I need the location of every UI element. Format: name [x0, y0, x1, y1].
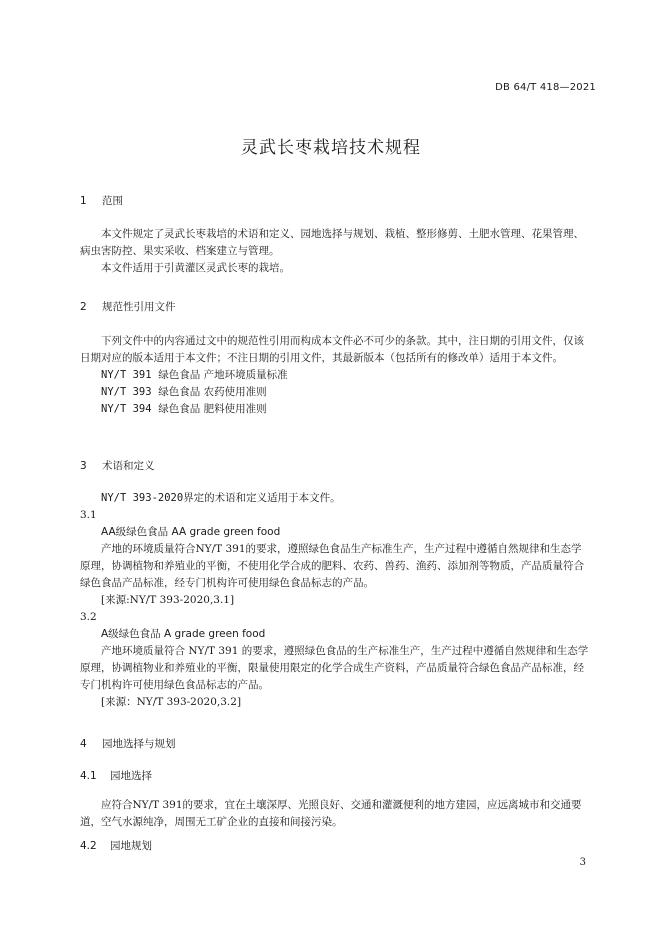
standard-number: DB 64/T 418—2021 [495, 82, 596, 93]
section-2-body [80, 333, 592, 418]
section-1-body [80, 226, 592, 277]
subsection-number: 4.2 [80, 840, 97, 852]
subsection-title: 园地选择 [110, 770, 152, 782]
section-title: 范围 [102, 195, 123, 207]
term-number: 3.1 [80, 509, 97, 521]
subsection-4-2-heading [80, 838, 152, 853]
term-number: 3.2 [80, 611, 97, 623]
paragraph: 应符合NY/T 391的要求，宜在土壤深厚、光照良好、交通和灌溉便利的地方建园，应远离城市和交通要道，空气水源纯净，周围无工矿企业的直接和间接污染。 [80, 799, 582, 828]
reference-name: 绿色食品 产地环境质量标准 [158, 369, 288, 381]
paragraph: 本文件适用于引黄灌区灵武长枣的栽培。 [101, 262, 290, 274]
paragraph: 本文件规定了灵武长枣栽培的术语和定义、园地选择与规划、栽植、整形修剪、土肥水管理、花果管理、病虫害防控、果实采收、档案建立与管理。 [80, 228, 584, 257]
section-4-heading [80, 736, 176, 751]
reference-item [80, 367, 592, 384]
section-number: 2 [80, 301, 87, 313]
section-3-heading [80, 458, 155, 473]
reference-code: NY/T 394 [101, 403, 152, 415]
section-number: 4 [80, 738, 87, 750]
section-1-heading [80, 193, 123, 208]
paragraph: NY/T 393-2020界定的术语和定义适用于本文件。 [101, 492, 341, 504]
subsection-4-1-body [80, 797, 592, 831]
reference-item [80, 384, 592, 401]
subsection-title: 园地规划 [110, 840, 152, 852]
section-number: 1 [80, 195, 87, 207]
paragraph: 下列文件中的内容通过文中的规范性引用而构成本文件必不可少的条款。其中，注日期的引用文件，仅该日期对应的版本适用于本文件；不注日期的引用文件，其最新版本（包括所有的修改单）适用于本文件。 [80, 335, 584, 364]
section-title: 规范性引用文件 [102, 301, 176, 313]
term-title: AA级绿色食品 AA grade green food [101, 526, 281, 538]
term-source: [来源:NY/T 393-2020,3.1] [101, 594, 235, 606]
subsection-number: 4.1 [80, 770, 97, 782]
section-2-heading [80, 299, 176, 314]
term-definition: 产地环境质量符合 NY/T 391 的要求，遵照绿色食品的生产标准生产，生产过程中遵循自然规律和生态学原理，协调植物业和养殖业的平衡，限量使用限定的化学合成生产资料，产品质量符合绿色食品产品标准，经专门机构许可使用绿色食品标志的产品。 [80, 645, 589, 691]
page-number: 3 [579, 857, 586, 868]
reference-code: NY/T 393 [101, 386, 152, 398]
reference-name: 绿色食品 肥料使用准则 [158, 403, 267, 415]
section-title: 园地选择与规划 [102, 738, 176, 750]
section-number: 3 [80, 460, 87, 472]
term-source: [来源：NY/T 393-2020,3.2] [101, 696, 242, 708]
document-title: 灵武长枣栽培技术规程 [241, 138, 421, 158]
reference-item [80, 401, 592, 418]
reference-name: 绿色食品 农药使用准则 [158, 386, 267, 398]
section-3-body [80, 490, 592, 711]
reference-code: NY/T 391 [101, 369, 152, 381]
subsection-4-1-heading [80, 768, 152, 783]
term-title: A级绿色食品 A grade green food [101, 628, 266, 640]
term-definition: 产地的环境质量符合NY/T 391的要求，遵照绿色食品生产标准生产，生产过程中遵循自然规律和生态学原理，协调植物和养殖业的平衡，不使用化学合成的肥料、农药、兽药、渔药、添加剂等物质，产品质量符合绿色食品产品标准，经专门机构许可使用绿色食品标志的产品。 [80, 543, 584, 589]
section-title: 术语和定义 [102, 460, 155, 472]
